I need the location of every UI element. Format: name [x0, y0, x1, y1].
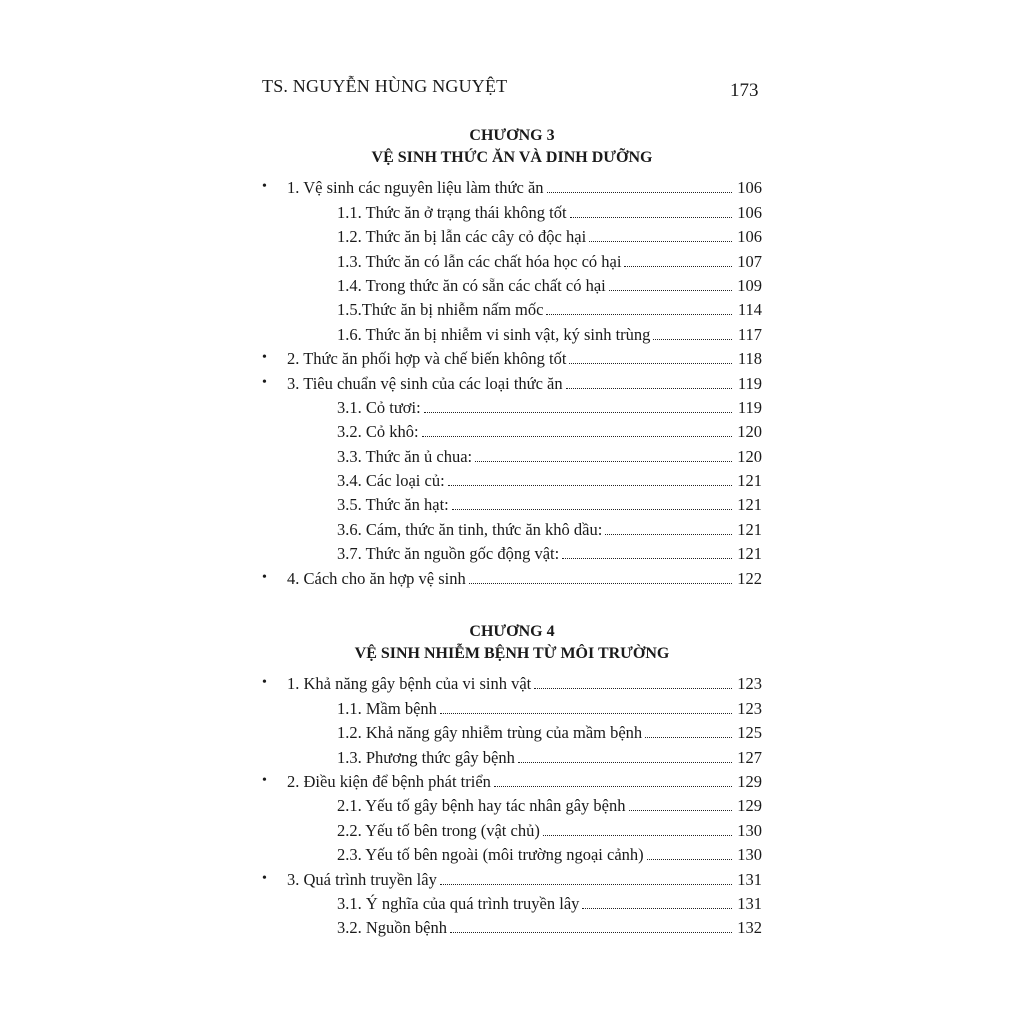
toc-row: [262, 914, 762, 938]
toc-row: [262, 890, 762, 914]
dot-leader: [469, 582, 732, 584]
toc-row: [262, 174, 762, 198]
toc-row: [262, 223, 762, 247]
toc-entry[interactable]: [262, 325, 762, 345]
dot-leader: [422, 435, 732, 437]
toc-entry[interactable]: [262, 178, 762, 198]
toc-entry[interactable]: [262, 674, 762, 694]
toc-entry-page: 129: [737, 796, 762, 816]
toc-entry[interactable]: [262, 422, 762, 442]
toc-entry-page: 130: [737, 845, 762, 865]
toc-row: [262, 670, 762, 694]
toc-entry-label: 1.3. Thức ăn có lẫn các chất hóa học có hại: [337, 251, 622, 271]
toc-entry-label: 3.4. Các loại củ:: [337, 471, 445, 491]
toc-row: [262, 272, 762, 296]
toc-entry-page: 131: [737, 893, 762, 913]
toc-entry-page: 123: [737, 698, 762, 718]
toc-row: [262, 442, 762, 466]
dot-leader: [547, 191, 732, 193]
toc-entry[interactable]: [262, 870, 762, 890]
toc-entry-page: 119: [737, 397, 762, 417]
dot-leader: [569, 362, 732, 364]
toc-row: [262, 792, 762, 816]
toc-entry-page: 125: [737, 723, 762, 743]
toc-entry-label: 3.5. Thức ăn hạt:: [337, 495, 449, 515]
toc-entry-page: 123: [737, 674, 762, 694]
toc-row: [262, 694, 762, 718]
toc-entry-label: 3.6. Cám, thức ăn tinh, thức ăn khô dầu:: [337, 519, 603, 539]
toc-entry[interactable]: [262, 894, 762, 914]
dot-leader: [645, 736, 732, 738]
toc-entry-label: 3.2. Nguồn bệnh: [337, 918, 447, 938]
chapter-3-heading: [262, 125, 762, 169]
toc-entry[interactable]: [262, 748, 762, 768]
dot-leader: [534, 687, 732, 689]
toc-entry-page: 121: [737, 519, 762, 539]
toc-entry-page: 132: [737, 918, 762, 938]
toc-entry-page: 119: [737, 373, 762, 393]
bullet-icon: •: [262, 350, 267, 366]
toc-entry[interactable]: [262, 252, 762, 272]
dot-leader: [624, 265, 732, 267]
toc-entry-page: 117: [737, 324, 762, 344]
toc-entry-page: 106: [737, 202, 762, 222]
toc-entry-page: 106: [737, 178, 762, 198]
dot-leader: [629, 809, 732, 811]
toc-entry-label: 1.6. Thức ăn bị nhiễm vi sinh vật, ký sinh trùng: [337, 324, 651, 344]
toc-row: [262, 719, 762, 743]
bullet-icon: •: [262, 569, 267, 585]
bullet-icon: •: [262, 374, 267, 390]
running-head-author: TS. NGUYỄN HÙNG NGUYỆT: [262, 76, 508, 96]
dot-leader: [494, 785, 732, 787]
dot-leader: [546, 313, 732, 315]
toc-entry-label: 1.2. Thức ăn bị lẫn các cây cỏ độc hại: [337, 227, 587, 247]
toc-entry-label: 3.7. Thức ăn nguồn gốc động vật:: [337, 544, 560, 564]
dot-leader: [647, 858, 732, 860]
toc-entry-page: 107: [737, 251, 762, 271]
chapter-3-subtitle: VỆ SINH THỨC ĂN VÀ DINH DƯỠNG: [371, 149, 653, 166]
toc-chapter-3: [262, 174, 762, 589]
toc-entry-label: 1.5.Thức ăn bị nhiễm nấm mốc: [337, 300, 544, 320]
toc-row: [262, 296, 762, 320]
toc-entry[interactable]: [262, 723, 762, 743]
page-number: 173: [730, 80, 759, 101]
toc-entry[interactable]: [262, 544, 762, 564]
toc-entry[interactable]: [262, 699, 762, 719]
toc-row: [262, 865, 762, 889]
toc-entry[interactable]: [262, 398, 762, 418]
toc-entry[interactable]: [262, 569, 762, 589]
toc-entry[interactable]: [262, 349, 762, 369]
toc-entry-page: 131: [737, 869, 762, 889]
bullet-icon: •: [262, 179, 267, 195]
toc-entry-label: 1.1. Mầm bệnh: [337, 698, 437, 718]
toc-entry-label: 2.1. Yếu tố gây bệnh hay tác nhân gây bệnh: [337, 796, 626, 816]
chapter-4-subtitle: VỆ SINH NHIỄM BỆNH TỪ MÔI TRƯỜNG: [354, 645, 670, 662]
toc-row: [262, 467, 762, 491]
toc-entry-label: 1.3. Phương thức gây bệnh: [337, 747, 515, 767]
toc-entry[interactable]: [262, 276, 762, 296]
bullet-icon: •: [262, 675, 267, 691]
toc-entry[interactable]: [262, 227, 762, 247]
dot-leader: [448, 484, 732, 486]
bullet-icon: •: [262, 772, 267, 788]
toc-entry-label: 3.3. Thức ăn ủ chua:: [337, 446, 473, 466]
toc-entry-label: 3. Quá trình truyền lây: [287, 869, 437, 889]
toc-row: [262, 515, 762, 539]
toc-row: [262, 841, 762, 865]
dot-leader: [609, 289, 732, 291]
dot-leader: [452, 508, 732, 510]
toc-entry-page: 120: [737, 446, 762, 466]
toc-row: [262, 345, 762, 369]
toc-row: [262, 564, 762, 588]
toc-entry[interactable]: [262, 374, 762, 394]
toc-entry[interactable]: [262, 796, 762, 816]
toc-row: [262, 198, 762, 222]
toc-entry-page: 130: [737, 820, 762, 840]
chapter-3-title: CHƯƠNG 3: [469, 127, 555, 144]
toc-chapter-4: [262, 670, 762, 938]
toc-entry-page: 121: [737, 471, 762, 491]
chapter-4-heading: [262, 621, 762, 665]
toc-entry[interactable]: [262, 845, 762, 865]
chapter-4-title: CHƯƠNG 4: [469, 623, 555, 640]
toc-entry-page: 127: [737, 747, 762, 767]
toc-entry-label: 2.2. Yếu tố bên trong (vật chủ): [337, 820, 540, 840]
toc-entry-label: 1.2. Khả năng gây nhiễm trùng của mầm bệnh: [337, 723, 643, 743]
toc-entry-label: 1.4. Trong thức ăn có sẵn các chất có hại: [337, 275, 606, 295]
dot-leader: [589, 240, 732, 242]
dot-leader: [582, 907, 732, 909]
toc-entry-label: 1.1. Thức ăn ở trạng thái không tốt: [337, 202, 567, 222]
toc-entry[interactable]: [262, 203, 762, 223]
toc-entry[interactable]: [262, 520, 762, 540]
dot-leader: [440, 712, 732, 714]
toc-entry-page: 118: [737, 349, 762, 369]
dot-leader: [475, 460, 732, 462]
toc-entry-label: 2. Thức ăn phối hợp và chế biến không tốt: [287, 349, 567, 369]
toc-entry-label: 4. Cách cho ăn hợp vệ sinh: [287, 568, 466, 588]
toc-entry-label: 3.1. Cỏ tươi:: [337, 397, 421, 417]
dot-leader: [653, 338, 732, 340]
toc-row: [262, 247, 762, 271]
toc-entry[interactable]: [262, 821, 762, 841]
dot-leader: [450, 931, 732, 933]
toc-entry-page: 106: [737, 227, 762, 247]
toc-row: [262, 418, 762, 442]
dot-leader: [440, 883, 732, 885]
toc-entry-label: 2.3. Yếu tố bên ngoài (môi trường ngoại cảnh): [337, 845, 644, 865]
toc-entry[interactable]: [262, 772, 762, 792]
toc-row: [262, 491, 762, 515]
toc-entry-label: 3.2. Cỏ khô:: [337, 422, 419, 442]
toc-row: [262, 320, 762, 344]
dot-leader: [424, 411, 732, 413]
dot-leader: [605, 533, 732, 535]
dot-leader: [570, 216, 732, 218]
bullet-icon: •: [262, 870, 267, 886]
toc-entry-label: 3. Tiêu chuẩn vệ sinh của các loại thức ăn: [287, 373, 563, 393]
toc-entry-label: 1. Vệ sinh các nguyên liệu làm thức ăn: [287, 178, 544, 198]
toc-entry[interactable]: [262, 447, 762, 467]
dot-leader: [566, 387, 732, 389]
dot-leader: [518, 761, 732, 763]
toc-entry-label: 2. Điều kiện để bệnh phát triển: [287, 771, 491, 791]
toc-row: [262, 369, 762, 393]
toc-entry-page: 129: [737, 771, 762, 791]
toc-entry[interactable]: [262, 300, 762, 320]
toc-entry-page: 120: [737, 422, 762, 442]
dot-leader: [562, 557, 732, 559]
toc-entry-page: 114: [737, 300, 762, 320]
dot-leader: [543, 834, 732, 836]
toc-row: [262, 394, 762, 418]
toc-entry-page: 121: [737, 495, 762, 515]
toc-entry[interactable]: [262, 918, 762, 938]
toc-entry[interactable]: [262, 471, 762, 491]
toc-row: [262, 816, 762, 840]
toc-entry[interactable]: [262, 495, 762, 515]
toc-entry-label: 3.1. Ý nghĩa của quá trình truyền lây: [337, 893, 580, 913]
toc-entry-page: 121: [737, 544, 762, 564]
toc-entry-page: 109: [737, 275, 762, 295]
toc-row: [262, 743, 762, 767]
toc-entry-label: 1. Khả năng gây bệnh của vi sinh vật: [287, 674, 532, 694]
toc-row: [262, 768, 762, 792]
toc-row: [262, 540, 762, 564]
toc-entry-page: 122: [737, 568, 762, 588]
